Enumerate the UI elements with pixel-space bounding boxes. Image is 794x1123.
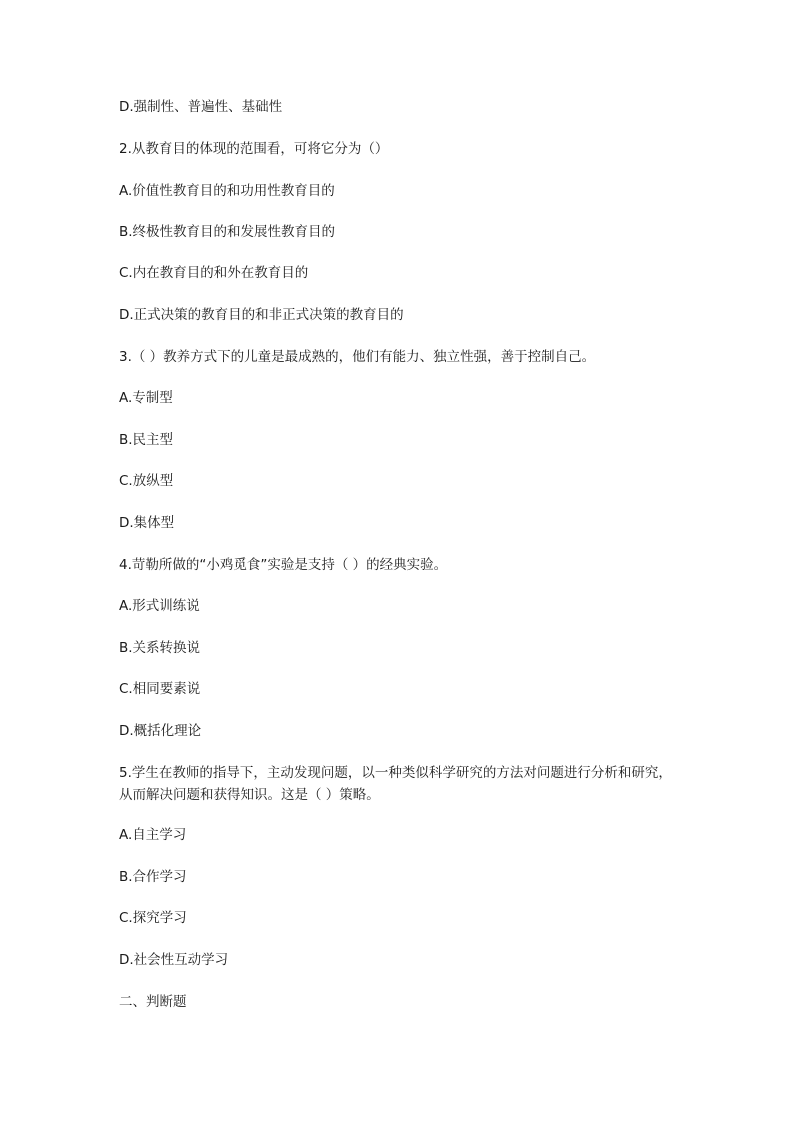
q2-option-a: A.价值性教育目的和功用性教育目的	[119, 183, 335, 199]
q3-option-b: B.民主型	[119, 432, 174, 448]
q2-option-c: C.内在教育目的和外在教育目的	[119, 265, 309, 281]
q4-option-a: A.形式训练说	[119, 598, 200, 614]
q3-option-d: D.集体型	[119, 515, 175, 531]
q5-option-a: A.自主学习	[119, 827, 187, 843]
q4-option-c: C.相同要素说	[119, 681, 201, 697]
section-heading-true-false: 二、判断题	[119, 994, 187, 1010]
q2-option-d: D.正式决策的教育目的和非正式决策的教育目的	[119, 307, 404, 323]
q5-option-d: D.社会性互动学习	[119, 952, 229, 968]
q4-option-d: D.概括化理论	[119, 723, 202, 739]
q5-option-c: C.探究学习	[119, 910, 187, 926]
q4-option-b: B.关系转换说	[119, 640, 201, 656]
question-3: 3.（ ）教养方式下的儿童是最成熟的，他们有能力、独立性强，善于控制自己。	[119, 349, 596, 365]
q3-option-c: C.放纵型	[119, 473, 174, 489]
q1-option-d: D.强制性、普遍性、基础性	[119, 99, 283, 115]
question-2: 2.从教育目的体现的范围看，可将它分为（）	[119, 141, 389, 157]
question-4: 4.苛勒所做的“小鸡觅食”实验是支持（ ）的经典实验。	[119, 557, 448, 573]
question-5: 5.学生在教师的指导下，主动发现问题，以一种类似科学研究的方法对问题进行分析和研究，从而解决问题和获得知识。这是（ ）策略。	[119, 765, 672, 803]
q2-option-b: B.终极性教育目的和发展性教育目的	[119, 224, 336, 240]
q5-option-b: B.合作学习	[119, 869, 187, 885]
q3-option-a: A.专制型	[119, 390, 173, 406]
